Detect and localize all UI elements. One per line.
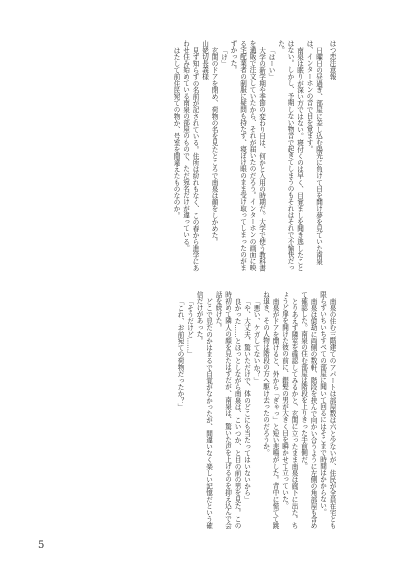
dialogue-line: 「悪い、ケガしてないか？」 — [252, 297, 260, 384]
lower-text-block — [40, 291, 336, 531]
paragraph: 南泉は眠りが深い方ではない。寝付くのは早く、目覚ましを聞き逃したことはない。しかし、予期しない物音で起きてしまうのもそれはそれで不愉快だった。 — [276, 40, 304, 271]
paragraph: 日曜日の昼過ぎ、部屋に差し込む陽光に負けて目を開け夢を見ていた南泉は、インターホンの音で目を覚ます。 — [305, 40, 323, 265]
addressee-name: 山姥切長義様 — [200, 40, 209, 80]
paragraph: はたして前住民宛ての物か、号室を間違えたものなのか。 — [172, 46, 180, 219]
dialogue-line: 「や、大丈夫、驚いただけで、体のどこにも当たってはいないから」 — [242, 297, 251, 503]
upper-text-block — [40, 40, 336, 276]
dialogue-line: 「け」 — [219, 46, 228, 67]
paragraph: 玄関のドアを閉め、荷物の名を見たところで南泉は顔をしかめた。 — [210, 46, 218, 245]
paragraph: 良かった……とほっとしながら南泉は、こいつか、と目の前の男を見た。この時初めて隣人の顔を見たはずだが、南泉は、驚いた声を上げるのを抑え込んで会話を続けた。 — [214, 291, 241, 529]
paragraph: 南泉の住む三階建てのアパートは部屋数は六と少ないが、住民が全員在宅とも限らずいちいちすべての部屋に聞いて回るにはそこまで時間はかからない。 — [318, 291, 336, 529]
paragraph: どこで見たのかはまるで自覚がなかったが、間違いなく楽しい記憶だという確信だけがあった。 — [195, 291, 213, 529]
dialogue-line: 「これ、お前宛ての荷物だったか？」 — [176, 297, 184, 410]
paragraph: 南泉は億劫に両側の数軒、階段を挟んで向かい合うように左側の角部屋も含めて確認した。南泉の住む部屋は階段を上りきった手前側だ。 — [299, 291, 317, 529]
page-number: 5 — [38, 540, 45, 551]
paragraph: 見ず知らずの名前が記されている。住所は紛れもなく、この春から進学にあわせ住み始めている南泉の部屋のもので、ただ宛名だけが違っている。 — [181, 40, 199, 271]
story-title: はつ恋注意報 — [328, 40, 336, 80]
dialogue-line: 「はーい」 — [267, 46, 275, 80]
paragraph: 大学の新学期や季節の変わり目は、何かと入用の時期だ。大学で使う教科書を通販で注文していたから、それが届いたのだろう。インターホンの画面に映る宅配業者の制服に疑問も持たず、寝ぼけ眼のまま受け取ってしまったのがまずかった。 — [229, 40, 266, 271]
paragraph: 南泉がドアを開けると、外から「ぎゃっ」と短い悲鳴がした。背中に慌てて跳ね退き、その人物は階段の方へ駆け去ったのだろうか。 — [261, 291, 279, 529]
paragraph: とりあえず隣室を確認してみるかと、玄関に立ったまま南泉は廊下に出た。ちょうど扉を開けた彼の前に、銀髪の男が大きく目を瞬かせて立っていた。 — [280, 291, 298, 529]
dialogue-line: 「そうだけど……」 — [185, 297, 194, 357]
